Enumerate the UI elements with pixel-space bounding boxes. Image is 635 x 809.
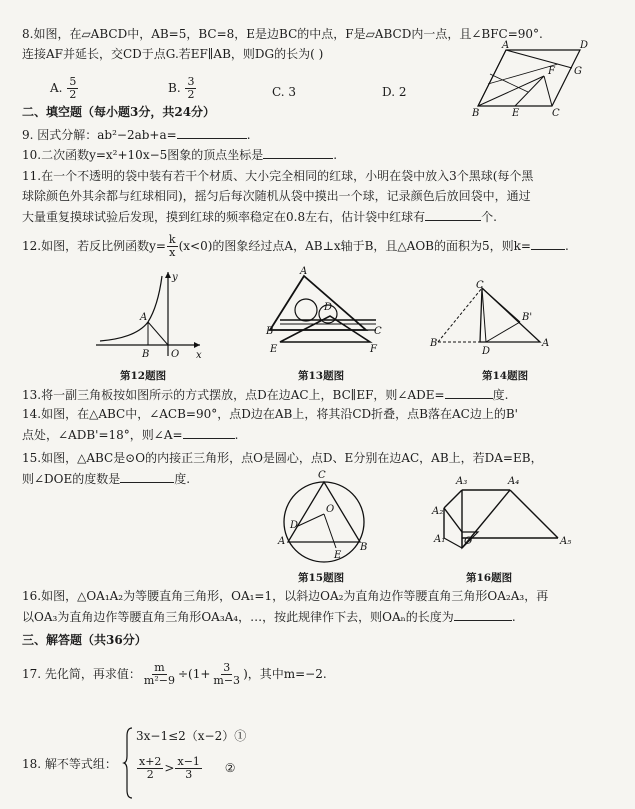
q11-line1: 11.在一个不透明的袋中装有若干个材质、大小完全相同的红球，小明在袋中放入3个黑球(每个黑 (22, 169, 534, 183)
q8-label-f: F (548, 66, 555, 77)
q16-label-o: O (464, 536, 473, 547)
q15-line1: 15.如图，△ABC是⊙O的内接正三角形，点O是圆心，点D、E分别在边AC，AB上，若DA=EB， (22, 451, 543, 465)
q8-option-a-fraction: $\frac{5}{2}$ (69, 75, 77, 101)
q13-label-b: B (266, 326, 274, 337)
q8-label-a: A (502, 40, 510, 51)
q15-circle-figure (276, 470, 376, 568)
caption-fig-16: 第16题图 (466, 572, 513, 584)
q8-label-e: E (512, 108, 520, 119)
q13: 13.将一副三角板按如图所示的方式摆放，点D在边AC上，BC∥EF，则∠ADE= 度. (22, 388, 509, 402)
q11-line2: 球除颜色外其余都与红球相同)，摇匀后每次随机从袋中摸出一个球，记录颜色后放回袋中，通过 (22, 189, 531, 203)
q14-fold-figure (430, 280, 556, 357)
q8-label-g: G (574, 66, 582, 77)
q18-inequality-1: 3x−1≤2（x−2）① (136, 729, 247, 743)
q8-option-a[interactable]: A. $\frac{5}{2}$ (50, 75, 77, 101)
q15-label-a: A (278, 536, 286, 547)
q13-answer-blank[interactable] (445, 386, 493, 399)
q14-label-b: B (430, 338, 438, 349)
q12-label-x: x (196, 350, 202, 361)
q15-label-e: E (334, 550, 342, 561)
q18-fraction-1: $\frac{x+2}{2}$ (139, 755, 162, 781)
q16-line1: 16.如图，△OA₁A₂为等腰直角三角形，OA₁=1，以斜边OA₂为直角边作等腰直角三角形OA₂A₃，再 (22, 589, 549, 603)
q8-option-d[interactable]: D. 2 (382, 85, 407, 99)
q18-inequality-2: $\frac{x+2}{2}$ > $\frac{x-1}{3}$ ② (139, 755, 236, 781)
q8-label-d: D (580, 40, 589, 51)
q14-answer-blank[interactable] (183, 426, 235, 439)
q14-label-d: D (482, 346, 491, 357)
q13-label-a: A (300, 266, 308, 277)
q17-fraction-1: $\frac{m}{\text{m²−9}}$ (143, 661, 175, 687)
q15-label-b: B (360, 542, 368, 553)
q18-label: 18. 解不等式组： (22, 757, 117, 771)
q12-answer-blank[interactable] (531, 237, 565, 250)
q12-hyperbola-figure (96, 270, 206, 360)
q14-label-b-prime: B' (522, 312, 533, 323)
q11-line3: 大量重复摸球试验后发现，摸到红球的频率稳定在0.8左右，估计袋中红球有 个. (22, 210, 497, 224)
q14-line1: 14.如图，在△ABC中，∠ACB=90°，点D边在AB上，将其沿CD折叠，点B落在AC边上的B' (22, 407, 518, 421)
section-3-heading: 三、解答题（共36分） (22, 633, 147, 647)
caption-fig-14: 第14题图 (482, 370, 529, 382)
q13-set-squares-figure (266, 266, 386, 358)
q16-label-a1: A₁ (434, 534, 446, 545)
q14-line2: 点处，∠ADB'=18°，则∠A= . (22, 428, 239, 442)
q18-brace (124, 726, 134, 800)
q15-label-c: C (318, 470, 326, 481)
q13-label-f: F (370, 344, 377, 355)
q16-triangles-figure (432, 476, 574, 562)
q10-answer-blank[interactable] (263, 146, 333, 159)
q8-option-b-fraction: $\frac{3}{2}$ (187, 75, 195, 101)
q15-line2: 则∠DOE的度数是 度. (22, 472, 191, 486)
q13-label-d: D (324, 302, 333, 313)
q16-label-a5: A₅ (560, 536, 572, 547)
q8-line1: 8.如图，在▱ABCD中，AB=5，BC=8，E是边BC的中点，F是▱ABCD内一点，且∠BFC=90°. (22, 27, 543, 41)
q16-label-a4: A₄ (508, 476, 520, 487)
q17: 17. 先化简，再求值： $\frac{m}{\text{m²−9}}$ ÷(1+ $\frac{3}{m-3}$ )，其中m=−2. (22, 661, 327, 687)
q8-label-c: C (552, 108, 560, 119)
q15-answer-blank[interactable] (120, 470, 174, 483)
q13-label-e: E (270, 344, 278, 355)
q14-label-a: A (542, 338, 550, 349)
q10: 10.二次函数y=x²+10x−5图象的顶点坐标是 . (22, 148, 338, 162)
q15-label-d: D (290, 520, 299, 531)
q12-label-y: y (172, 272, 178, 283)
q17-fraction-2: $\frac{3}{m-3}$ (213, 661, 241, 687)
caption-fig-15: 第15题图 (298, 572, 345, 584)
q16-label-a3: A₃ (456, 476, 468, 487)
q14-label-c: C (476, 280, 484, 291)
q11-answer-blank[interactable] (425, 208, 481, 221)
q9-answer-blank[interactable] (177, 126, 247, 139)
q12: 12.如图，若反比例函数y= $\frac{k}{x}$ (x<0)的图象经过点A，AB⊥x轴于B，且△AOB的面积为5，则k= . (22, 233, 569, 259)
q16-label-a2: A₂ (432, 506, 444, 517)
caption-fig-12: 第12题图 (120, 370, 167, 382)
q8-label-b: B (472, 108, 480, 119)
q12-label-a: A (140, 312, 148, 323)
q16-answer-blank[interactable] (454, 608, 512, 621)
q12-label-b: B (142, 349, 150, 360)
q8-line2: 连接AF并延长，交CD于点G.若EF∥AB，则DG的长为( ) (22, 47, 324, 61)
q12-fraction: $\frac{k}{x}$ (168, 233, 176, 259)
q18-mark-2: ② (224, 761, 236, 775)
q8-option-b[interactable]: B. $\frac{3}{2}$ (168, 75, 195, 101)
q13-label-c: C (374, 326, 382, 337)
q9: 9. 因式分解：ab²−2ab+a= . (22, 128, 251, 142)
q12-label-o: O (171, 349, 180, 360)
q15-label-o: O (326, 504, 335, 515)
caption-fig-13: 第13题图 (298, 370, 345, 382)
q8-parallelogram-figure (468, 40, 598, 119)
section-2-heading: 二、填空题（每小题3分，共24分） (22, 105, 216, 119)
q8-option-c[interactable]: C. 3 (272, 85, 297, 99)
q18-fraction-2: $\frac{x-1}{3}$ (177, 755, 200, 781)
q16-line2: 以OA₃为直角边作等腰直角三角形OA₃A₄，…，按此规律作下去，则OAₙ的长度为 . (22, 610, 516, 624)
